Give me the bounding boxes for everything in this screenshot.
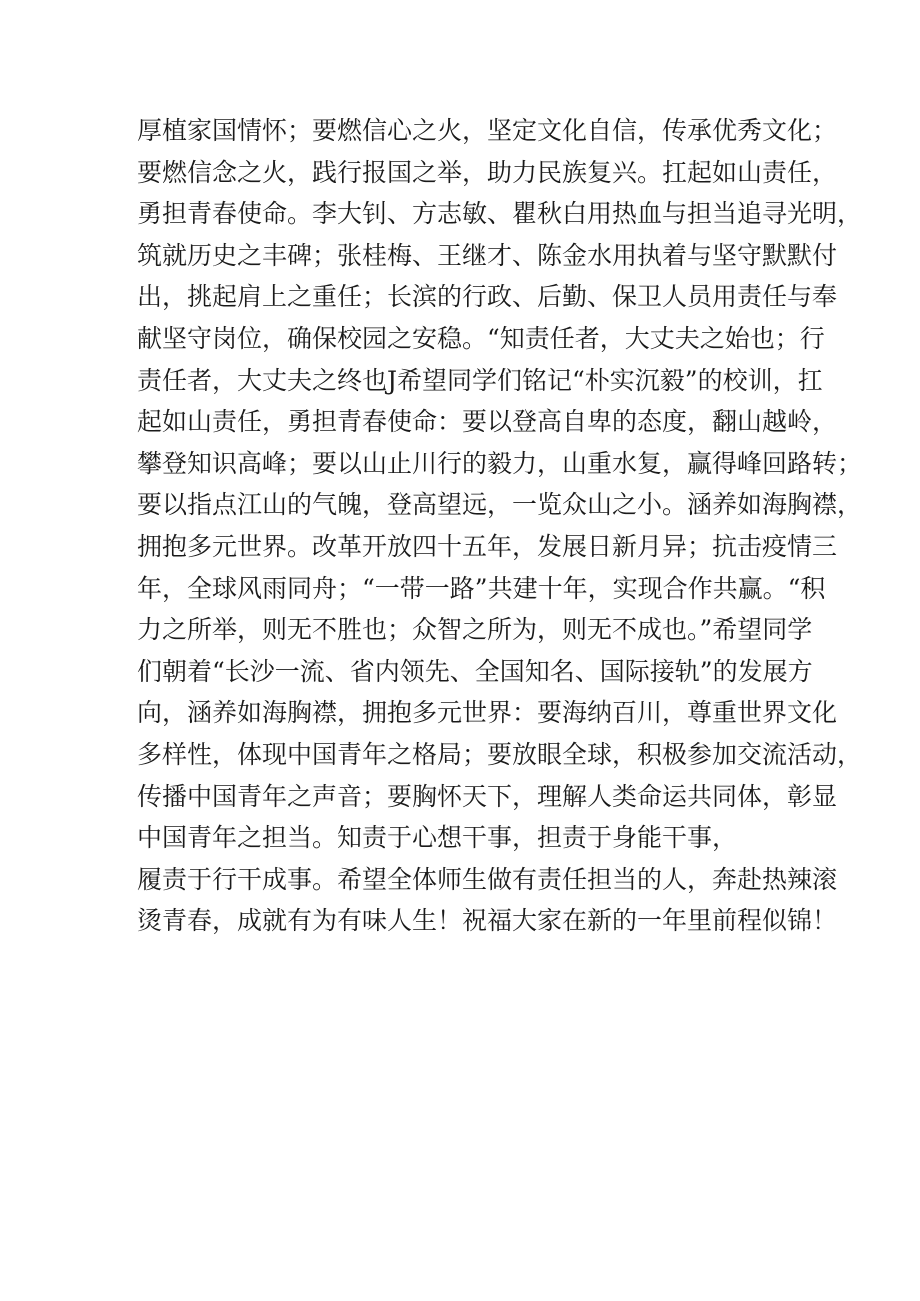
text-line: 厚植家国情怀；要燃信心之火，坚定文化自信，传承优秀文化； (137, 116, 838, 145)
text-line: 筑就历史之丰碑；张桂梅、王继才、陈金水用执着与坚守默默付 (137, 240, 838, 270)
text-line: 力之所举，则无不胜也；众智之所为，则无不成也。”希望同学 (137, 615, 813, 645)
text-line: 要以指点江山的气魄，登高望远，一览众山之小。涵养如海胸襟， (137, 490, 863, 520)
text-line: 要燃信念之火，践行报国之举，助力民族复兴。扛起如山责任， (137, 157, 838, 187)
text-line: 履责于行干成事。希望全体师生做有责任担当的人，奔赴热辣滚 (137, 864, 838, 894)
text-line: 勇担青春使命。李大钊、方志敏、瞿秋白用热血与担当追寻光明， (137, 199, 863, 229)
text-line: 出，挑起肩上之重任；长滨的行政、后勤、保卫人员用责任与奉 (137, 282, 838, 312)
text-line: 传播中国青年之声音；要胸怀天下，理解人类命运共同体，彰显 (137, 781, 838, 811)
text-line: 多样性，体现中国青年之格局；要放眼全球，积极参加交流活动， (137, 739, 863, 769)
text-line: 向，涵养如海胸襟，拥抱多元世界：要海纳百川，尊重世界文化 (137, 698, 838, 728)
text-line: 烫青春，成就有为有味人生！祝福大家在新的一年里前程似锦！ (137, 906, 838, 936)
text-line: 献坚守岗位，确保校园之安稳。“知责任者，大丈夫之始也；行 (137, 323, 825, 353)
text-line: 责任者，大丈夫之终也J希望同学们铭记“朴实沉毅”的校训，扛 (137, 365, 823, 395)
body-paragraph (137, 110, 863, 942)
text-line: 攀登知识高峰；要以山止川行的毅力，山重水复，赢得峰回路转； (137, 448, 863, 478)
text-line: 年，全球风雨同舟；“一带一路”共建十年，实现合作共赢。“积 (137, 573, 826, 603)
text-line: 中国青年之担当。知责于心想干事，担责于身能干事， (137, 823, 738, 853)
text-line: 拥抱多元世界。改革开放四十五年，发展日新月异；抗击疫情三 (137, 531, 838, 561)
text-line: 起如山责任，勇担青春使命：要以登高自卑的态度，翻山越岭， (137, 407, 838, 437)
text-line: 们朝着“长沙一流、省内领先、全国知名、国际接轨”的发展方 (137, 656, 813, 686)
